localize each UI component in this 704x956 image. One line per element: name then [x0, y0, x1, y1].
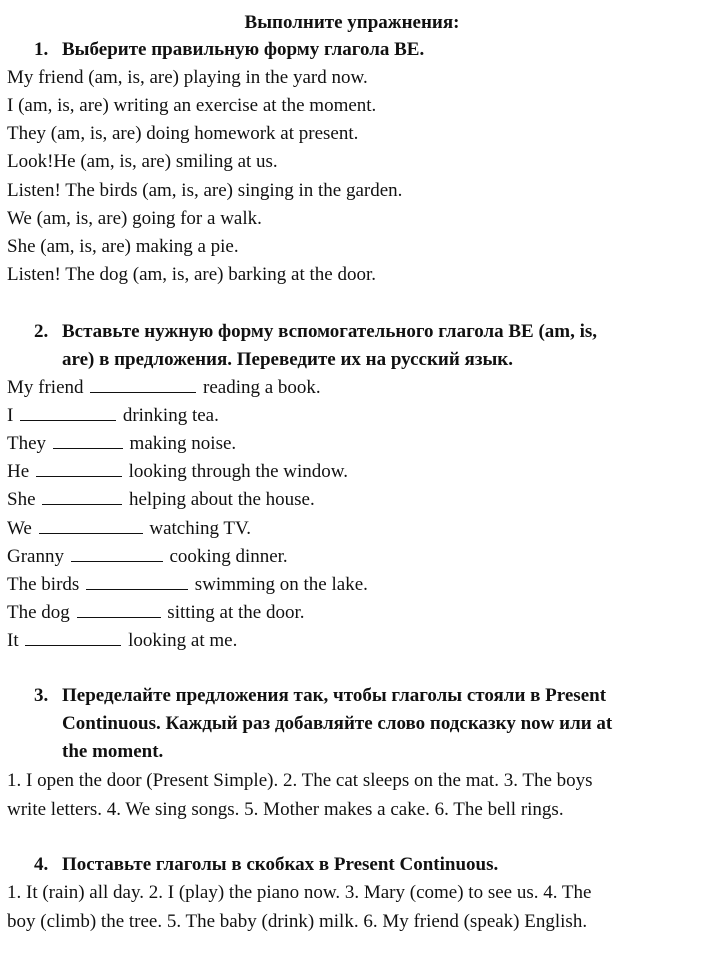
answer-blank	[20, 404, 116, 421]
fill-in-line	[7, 599, 305, 627]
exercise-3-line: 1. I open the door (Present Simple). 2. The cat sleeps on the mat. 3. The boys	[7, 770, 593, 791]
exercise-3-heading-text-3: the moment.	[62, 741, 164, 762]
exercise-1-line: Listen! The birds (am, is, are) singing in the garden.	[7, 180, 403, 201]
exercise-1-heading	[34, 36, 424, 64]
answer-blank	[36, 460, 122, 477]
fill-in-predicate: watching TV.	[149, 518, 252, 539]
answer-blank	[53, 432, 123, 449]
fill-in-predicate: looking through the window.	[128, 461, 349, 482]
fill-in-subject: The birds	[7, 574, 80, 595]
fill-in-predicate: reading a book.	[203, 377, 321, 398]
fill-in-subject: She	[7, 489, 36, 510]
fill-in-line	[7, 430, 236, 458]
fill-in-subject: They	[7, 433, 47, 454]
exercise-1-number: 1.	[34, 39, 49, 60]
exercise-3-number: 3.	[34, 685, 49, 706]
answer-blank	[86, 573, 188, 590]
fill-in-line	[7, 402, 219, 430]
fill-in-predicate: looking at me.	[128, 630, 238, 651]
fill-in-line	[7, 627, 237, 655]
exercise-4-sentences	[7, 879, 687, 936]
exercise-4-heading	[34, 851, 498, 879]
exercise-1-line: We (am, is, are) going for a walk.	[7, 208, 262, 229]
answer-blank	[25, 629, 121, 646]
page-title: Выполните упражнения:	[244, 12, 460, 33]
exercise-2-heading-text-1: Вставьте нужную форму вспомогательного глагола BE (am, is,	[62, 321, 598, 342]
answer-blank	[42, 488, 122, 505]
answer-blank	[77, 601, 161, 618]
exercise-2-heading-text-2: are) в предложения. Переведите их на русский язык.	[62, 349, 513, 370]
exercise-3-heading	[34, 682, 612, 766]
exercise-2-number: 2.	[34, 321, 49, 342]
exercise-1-line: Listen! The dog (am, is, are) barking at the door.	[7, 264, 376, 285]
exercise-1-line: My friend (am, is, are) playing in the yard now.	[7, 67, 368, 88]
exercise-2-heading	[34, 318, 597, 374]
exercise-4-line: 1. It (rain) all day. 2. I (play) the piano now. 3. Mary (come) to see us. 4. The	[7, 882, 592, 903]
fill-in-predicate: sitting at the door.	[167, 602, 305, 623]
fill-in-subject: My friend	[7, 377, 84, 398]
exercise-4-heading-text: Поставьте глаголы в скобках в Present Continuous.	[62, 854, 499, 875]
fill-in-line	[7, 486, 315, 514]
fill-in-predicate: helping about the house.	[129, 489, 315, 510]
exercise-1-line: Look!He (am, is, are) smiling at us.	[7, 151, 278, 172]
fill-in-line	[7, 515, 251, 543]
exercise-1-heading-text: Выберите правильную форму глагола BE.	[62, 39, 425, 60]
exercise-1-line: They (am, is, are) doing homework at present.	[7, 123, 359, 144]
exercise-1-line: She (am, is, are) making a pie.	[7, 236, 239, 257]
exercise-4-number: 4.	[34, 854, 49, 875]
fill-in-subject: We	[7, 518, 32, 539]
fill-in-subject: He	[7, 461, 30, 482]
fill-in-subject: Granny	[7, 546, 64, 567]
answer-blank	[90, 376, 196, 393]
exercise-3-sentences	[7, 767, 687, 824]
fill-in-subject: I	[7, 405, 14, 426]
fill-in-line	[7, 374, 321, 402]
fill-in-line	[7, 543, 288, 571]
answer-blank	[39, 517, 143, 534]
fill-in-predicate: cooking dinner.	[169, 546, 288, 567]
fill-in-line	[7, 458, 348, 486]
answer-blank	[71, 545, 163, 562]
exercise-3-heading-text-1: Переделайте предложения так, чтобы глаголы стояли в Present	[62, 685, 607, 706]
fill-in-predicate: drinking tea.	[122, 405, 219, 426]
fill-in-line	[7, 571, 368, 599]
exercise-1-line: I (am, is, are) writing an exercise at the moment.	[7, 95, 377, 116]
exercise-3-heading-text-2: Continuous. Каждый раз добавляйте слово подсказку now или at	[62, 713, 613, 734]
exercise-4-line: boy (climb) the tree. 5. The baby (drink) milk. 6. My friend (speak) English.	[7, 910, 588, 932]
fill-in-subject: It	[7, 630, 19, 651]
exercise-3-line: write letters. 4. We sing songs. 5. Mother makes a cake. 6. The bell rings.	[7, 798, 564, 820]
fill-in-subject: The dog	[7, 602, 70, 623]
fill-in-predicate: swimming on the lake.	[194, 574, 368, 595]
fill-in-predicate: making noise.	[129, 433, 237, 454]
